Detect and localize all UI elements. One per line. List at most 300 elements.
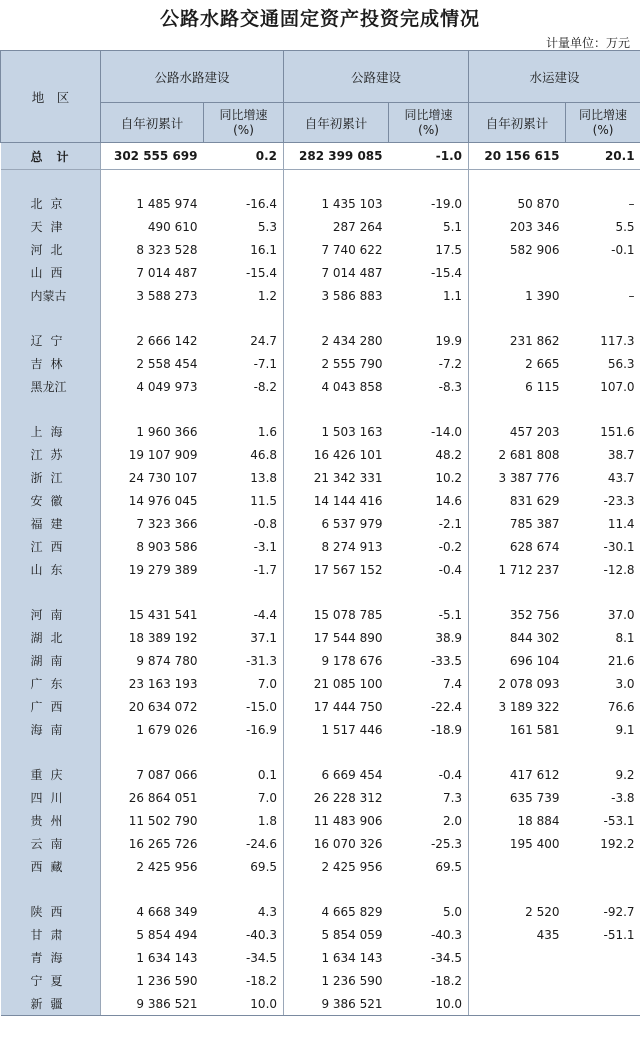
region-cell: 浙江: [1, 466, 101, 489]
water-ytd-cell: [469, 878, 566, 900]
region-cell: [1, 170, 101, 193]
total-yoy-cell: 5.3: [257, 219, 278, 234]
highway-ytd-cell: 1 435 103: [284, 192, 389, 215]
total-yoy-cell: 0.1: [257, 767, 278, 782]
region-cell: 河南: [1, 603, 101, 626]
highway-ytd-cell: 1 517 446: [284, 718, 389, 741]
table-row: [1, 649, 640, 672]
total-yoy-cell: 13.8: [250, 470, 278, 485]
total-ytd-cell: 23 163 193: [101, 672, 204, 695]
total-ytd-cell: [101, 741, 204, 763]
total-yoy-cell: -16.4: [245, 196, 278, 211]
region-cell: 山西: [1, 261, 101, 284]
highway-yoy-cell: -7.2: [438, 356, 463, 371]
highway-yoy-cell: -19.0: [430, 196, 463, 211]
total-yoy-cell: 10.0: [204, 992, 284, 1016]
total-ytd-cell: [101, 581, 204, 603]
total-ytd-cell: 2 666 142: [101, 329, 204, 352]
highway-ytd-cell: 1 634 143: [284, 946, 389, 969]
highway-yoy-cell: [389, 741, 469, 763]
total-ytd-cell: [101, 170, 204, 193]
total-ytd-cell: 1 634 143: [101, 946, 204, 969]
highway-yoy-cell: -18.2: [430, 973, 463, 988]
water-ytd-cell: 635 739: [469, 786, 566, 809]
region-cell: 云南: [1, 832, 101, 855]
highway-ytd-cell: 2 555 790: [284, 352, 389, 375]
total-yoy-cell: -1.7: [253, 562, 278, 577]
highway-yoy-cell: 38.9: [435, 630, 463, 645]
highway-yoy-cell: -25.3: [430, 836, 463, 851]
region-cell: 北京: [1, 192, 101, 215]
header-region: 地 区: [1, 51, 101, 143]
water-ytd-cell: [469, 581, 566, 603]
table-row: [1, 786, 640, 809]
total-ytd-cell: 9 386 521: [101, 992, 204, 1016]
total-ytd-cell: 1 960 366: [101, 420, 204, 443]
table-row: [1, 558, 640, 581]
water-ytd-cell: [469, 398, 566, 420]
highway-ytd-cell: 7 740 622: [284, 238, 389, 261]
highway-ytd-cell: 1 503 163: [284, 420, 389, 443]
total-ytd-cell: 26 864 051: [101, 786, 204, 809]
total-yoy-cell: -8.2: [253, 379, 278, 394]
total-yoy-cell: [204, 878, 284, 900]
water-ytd-cell: 161 581: [469, 718, 566, 741]
highway-ytd-cell: [284, 741, 389, 763]
highway-ytd-cell: 21 342 331: [284, 466, 389, 489]
table-row: [1, 284, 640, 307]
region-cell: 甘肃: [1, 923, 101, 946]
water-yoy-cell: 107.0: [600, 379, 635, 394]
group-spacer: [1, 307, 640, 329]
table-row: [1, 672, 640, 695]
total-ytd-cell: 3 588 273: [101, 284, 204, 307]
water-ytd-cell: [469, 969, 566, 992]
region-cell: 安徽: [1, 489, 101, 512]
total-yoy-cell: -40.3: [245, 927, 278, 942]
total-yoy-cell: -0.8: [253, 516, 278, 531]
header-ytd: 自年初累计: [469, 103, 566, 143]
water-yoy-cell: 43.7: [607, 470, 635, 485]
region-cell: 青海: [1, 946, 101, 969]
total-ytd-cell: 7 014 487: [101, 261, 204, 284]
total-ytd-cell: 8 903 586: [101, 535, 204, 558]
water-ytd-cell: [469, 170, 566, 193]
table-row: [1, 352, 640, 375]
group-spacer: [1, 170, 640, 193]
unit-label: 计量单位：万元: [545, 36, 630, 50]
table-row: [1, 535, 640, 558]
group-spacer: [1, 581, 640, 603]
highway-yoy-cell: -5.1: [438, 607, 463, 622]
total-yoy-cell: -15.4: [245, 265, 278, 280]
water-ytd-cell: 20 156 615: [469, 143, 566, 170]
water-ytd-cell: [469, 946, 566, 969]
total-ytd-cell: 20 634 072: [101, 695, 204, 718]
table-row: [1, 443, 640, 466]
water-ytd-cell: 1 390: [469, 284, 566, 307]
highway-yoy-cell: 1.1: [442, 288, 463, 303]
total-yoy-cell: -18.2: [245, 973, 278, 988]
highway-ytd-cell: 8 274 913: [284, 535, 389, 558]
region-cell: 西藏: [1, 855, 101, 878]
water-ytd-cell: 628 674: [469, 535, 566, 558]
region-cell: 吉林: [1, 352, 101, 375]
highway-yoy-cell: [389, 170, 469, 193]
region-cell: 山东: [1, 558, 101, 581]
highway-yoy-cell: 17.5: [435, 242, 463, 257]
region-cell: 重庆: [1, 763, 101, 786]
water-ytd-cell: 3 387 776: [469, 466, 566, 489]
water-yoy-cell: 76.6: [607, 699, 635, 714]
highway-yoy-cell: [389, 581, 469, 603]
total-yoy-cell: 7.0: [257, 790, 278, 805]
total-ytd-cell: 24 730 107: [101, 466, 204, 489]
water-yoy-cell: 117.3: [600, 333, 635, 348]
investment-table: [0, 50, 640, 1016]
region-cell: 河北: [1, 238, 101, 261]
region-cell: 陕西: [1, 900, 101, 923]
highway-yoy-cell: [389, 878, 469, 900]
total-yoy-cell: [204, 307, 284, 329]
header-group-total: 公路水路建设: [101, 51, 284, 103]
water-yoy-cell: [566, 878, 640, 900]
water-ytd-cell: 2 681 808: [469, 443, 566, 466]
highway-yoy-cell: -1.0: [389, 143, 469, 170]
region-cell: 江西: [1, 535, 101, 558]
total-yoy-cell: 0.2: [204, 143, 284, 170]
region-cell: 广东: [1, 672, 101, 695]
water-yoy-cell: -53.1: [603, 813, 635, 828]
table-row: [1, 832, 640, 855]
water-yoy-cell: -23.3: [603, 493, 635, 508]
water-ytd-cell: [469, 741, 566, 763]
region-cell: 江苏: [1, 443, 101, 466]
water-ytd-cell: 417 612: [469, 763, 566, 786]
highway-yoy-cell: -40.3: [430, 927, 463, 942]
water-ytd-cell: 2 665: [469, 352, 566, 375]
total-yoy-cell: [204, 398, 284, 420]
water-yoy-cell: [566, 992, 640, 1016]
total-yoy-cell: 1.2: [257, 288, 278, 303]
water-ytd-cell: 352 756: [469, 603, 566, 626]
highway-ytd-cell: [284, 170, 389, 193]
group-spacer: [1, 741, 640, 763]
region-cell: 上海: [1, 420, 101, 443]
highway-yoy-cell: 5.1: [442, 219, 463, 234]
total-yoy-cell: 11.5: [250, 493, 278, 508]
highway-ytd-cell: 21 085 100: [284, 672, 389, 695]
highway-yoy-cell: 69.5: [435, 859, 463, 874]
water-ytd-cell: [469, 992, 566, 1016]
water-yoy-cell: [566, 307, 640, 329]
total-yoy-cell: 1.8: [257, 813, 278, 828]
region-cell: 湖北: [1, 626, 101, 649]
highway-ytd-cell: 1 236 590: [284, 969, 389, 992]
total-yoy-cell: -3.1: [253, 539, 278, 554]
table-row: [1, 718, 640, 741]
highway-yoy-cell: 2.0: [442, 813, 463, 828]
water-ytd-cell: 785 387: [469, 512, 566, 535]
highway-yoy-cell: -0.2: [438, 539, 463, 554]
highway-ytd-cell: [284, 581, 389, 603]
total-ytd-cell: [101, 878, 204, 900]
table-row: [1, 512, 640, 535]
region-cell: 新疆: [1, 992, 101, 1016]
water-yoy-cell: [566, 398, 640, 420]
highway-ytd-cell: 17 444 750: [284, 695, 389, 718]
water-yoy-cell: 9.2: [615, 767, 635, 782]
water-yoy-cell: 151.6: [600, 424, 635, 439]
highway-yoy-cell: -15.4: [430, 265, 463, 280]
water-ytd-cell: 2 520: [469, 900, 566, 923]
highway-ytd-cell: 17 567 152: [284, 558, 389, 581]
total-ytd-cell: 14 976 045: [101, 489, 204, 512]
total-yoy-cell: [204, 581, 284, 603]
region-cell: [1, 581, 101, 603]
water-ytd-cell: [469, 261, 566, 284]
total-ytd-cell: 1 679 026: [101, 718, 204, 741]
highway-yoy-cell: 5.0: [442, 904, 463, 919]
total-ytd-cell: 16 265 726: [101, 832, 204, 855]
table-header: [1, 51, 640, 143]
highway-yoy-cell: 10.2: [435, 470, 463, 485]
header-yoy: 同比增速 (%): [389, 103, 469, 143]
water-yoy-cell: 21.6: [607, 653, 635, 668]
table-row: [1, 969, 640, 992]
water-yoy-cell: -30.1: [603, 539, 635, 554]
water-yoy-cell: 56.3: [607, 356, 635, 371]
total-ytd-cell: 8 323 528: [101, 238, 204, 261]
total-yoy-cell: 37.1: [250, 630, 278, 645]
total-ytd-cell: 19 279 389: [101, 558, 204, 581]
total-ytd-cell: 18 389 192: [101, 626, 204, 649]
table-row: [1, 763, 640, 786]
highway-ytd-cell: 7 014 487: [284, 261, 389, 284]
total-yoy-cell: 16.1: [250, 242, 278, 257]
table-row: [1, 923, 640, 946]
water-yoy-cell: 38.7: [607, 447, 635, 462]
region-cell: [1, 307, 101, 329]
page-title: 公路水路交通固定资产投资完成情况: [159, 8, 480, 30]
highway-ytd-cell: 4 043 858: [284, 375, 389, 398]
water-ytd-cell: 457 203: [469, 420, 566, 443]
table-row: [1, 626, 640, 649]
total-ytd-cell: 2 558 454: [101, 352, 204, 375]
water-ytd-cell: 50 870: [469, 192, 566, 215]
water-ytd-cell: 435: [469, 923, 566, 946]
header-yoy: 同比增速 (%): [566, 103, 640, 143]
region-cell: 内蒙古: [1, 284, 101, 307]
highway-yoy-cell: 14.6: [435, 493, 463, 508]
table-row: [1, 695, 640, 718]
region-cell: 贵州: [1, 809, 101, 832]
total-yoy-cell: -24.6: [245, 836, 278, 851]
water-ytd-cell: 18 884: [469, 809, 566, 832]
highway-ytd-cell: 9 386 521: [284, 992, 389, 1016]
water-yoy-cell: -51.1: [603, 927, 635, 942]
header-group-water: 水运建设: [469, 51, 640, 103]
highway-yoy-cell: 7.4: [442, 676, 463, 691]
table-row: [1, 420, 640, 443]
table-row: [1, 809, 640, 832]
water-yoy-cell: –: [628, 196, 635, 211]
highway-ytd-cell: 2 434 280: [284, 329, 389, 352]
highway-ytd-cell: 16 070 326: [284, 832, 389, 855]
group-spacer: [1, 398, 640, 420]
table-row: [1, 946, 640, 969]
total-ytd-cell: [101, 307, 204, 329]
water-ytd-cell: 1 712 237: [469, 558, 566, 581]
water-ytd-cell: 3 189 322: [469, 695, 566, 718]
highway-ytd-cell: 14 144 416: [284, 489, 389, 512]
table-row: [1, 375, 640, 398]
highway-yoy-cell: [389, 307, 469, 329]
region-cell: 湖南: [1, 649, 101, 672]
highway-ytd-cell: 6 669 454: [284, 763, 389, 786]
water-yoy-cell: [566, 581, 640, 603]
highway-ytd-cell: [284, 878, 389, 900]
water-yoy-cell: 192.2: [600, 836, 635, 851]
water-yoy-cell: 3.0: [615, 676, 635, 691]
header-group-highway: 公路建设: [284, 51, 469, 103]
water-ytd-cell: 582 906: [469, 238, 566, 261]
water-ytd-cell: [469, 855, 566, 878]
table-row: [1, 855, 640, 878]
table-row: [1, 489, 640, 512]
total-ytd-cell: 2 425 956: [101, 855, 204, 878]
table-row: [1, 329, 640, 352]
water-yoy-cell: -92.7: [603, 904, 635, 919]
region-cell: 总计: [1, 143, 101, 170]
highway-ytd-cell: 11 483 906: [284, 809, 389, 832]
total-ytd-cell: 4 049 973: [101, 375, 204, 398]
water-yoy-cell: 20.1: [566, 143, 640, 170]
water-yoy-cell: 5.5: [615, 219, 635, 234]
total-ytd-cell: 1 485 974: [101, 192, 204, 215]
highway-ytd-cell: 4 665 829: [284, 900, 389, 923]
highway-yoy-cell: [389, 398, 469, 420]
highway-ytd-cell: 16 426 101: [284, 443, 389, 466]
total-yoy-cell: 7.0: [257, 676, 278, 691]
total-yoy-cell: [204, 170, 284, 193]
total-ytd-cell: 5 854 494: [101, 923, 204, 946]
total-yoy-cell: -16.9: [245, 722, 278, 737]
water-ytd-cell: 831 629: [469, 489, 566, 512]
total-ytd-cell: 7 323 366: [101, 512, 204, 535]
highway-ytd-cell: 6 537 979: [284, 512, 389, 535]
total-ytd-cell: 490 610: [101, 215, 204, 238]
region-cell: 广西: [1, 695, 101, 718]
water-ytd-cell: 231 862: [469, 329, 566, 352]
total-yoy-cell: 1.6: [257, 424, 278, 439]
highway-ytd-cell: 26 228 312: [284, 786, 389, 809]
region-cell: 辽宁: [1, 329, 101, 352]
table-body: [1, 143, 640, 1016]
total-ytd-cell: 11 502 790: [101, 809, 204, 832]
total-ytd-cell: 19 107 909: [101, 443, 204, 466]
highway-ytd-cell: 2 425 956: [284, 855, 389, 878]
total-yoy-cell: [204, 741, 284, 763]
highway-yoy-cell: -33.5: [430, 653, 463, 668]
water-ytd-cell: 6 115: [469, 375, 566, 398]
total-ytd-cell: 302 555 699: [101, 143, 204, 170]
region-cell: [1, 741, 101, 763]
highway-yoy-cell: -2.1: [438, 516, 463, 531]
group-spacer: [1, 878, 640, 900]
total-yoy-cell: -31.3: [245, 653, 278, 668]
water-ytd-cell: 2 078 093: [469, 672, 566, 695]
highway-yoy-cell: -14.0: [430, 424, 463, 439]
water-ytd-cell: 844 302: [469, 626, 566, 649]
total-yoy-cell: 24.7: [250, 333, 278, 348]
water-ytd-cell: 203 346: [469, 215, 566, 238]
table-row: [1, 238, 640, 261]
highway-yoy-cell: -18.9: [430, 722, 463, 737]
water-yoy-cell: 9.1: [615, 722, 635, 737]
water-yoy-cell: 11.4: [607, 516, 635, 531]
highway-ytd-cell: 282 399 085: [284, 143, 389, 170]
table-row: [1, 261, 640, 284]
table-row: [1, 603, 640, 626]
water-yoy-cell: [566, 170, 640, 193]
table-row: [1, 992, 640, 1016]
water-yoy-cell: 37.0: [607, 607, 635, 622]
water-yoy-cell: -3.8: [611, 790, 635, 805]
highway-ytd-cell: 15 078 785: [284, 603, 389, 626]
highway-yoy-cell: 10.0: [389, 992, 469, 1016]
water-yoy-cell: [566, 855, 640, 878]
highway-yoy-cell: -22.4: [430, 699, 463, 714]
header-ytd: 自年初累计: [284, 103, 389, 143]
total-yoy-cell: -7.1: [253, 356, 278, 371]
table-row: [1, 900, 640, 923]
highway-ytd-cell: 3 586 883: [284, 284, 389, 307]
water-yoy-cell: [566, 946, 640, 969]
total-yoy-cell: 46.8: [250, 447, 278, 462]
highway-ytd-cell: 17 544 890: [284, 626, 389, 649]
highway-ytd-cell: [284, 398, 389, 420]
region-cell: 福建: [1, 512, 101, 535]
water-yoy-cell: 8.1: [615, 630, 635, 645]
total-yoy-cell: -4.4: [253, 607, 278, 622]
water-yoy-cell: -0.1: [611, 242, 635, 257]
highway-yoy-cell: 48.2: [435, 447, 463, 462]
table-row: [1, 215, 640, 238]
total-ytd-cell: 15 431 541: [101, 603, 204, 626]
region-cell: 天津: [1, 215, 101, 238]
water-ytd-cell: [469, 307, 566, 329]
water-yoy-cell: -12.8: [603, 562, 635, 577]
table-row: [1, 192, 640, 215]
region-cell: [1, 398, 101, 420]
table-row-total: [1, 143, 640, 170]
total-ytd-cell: 9 874 780: [101, 649, 204, 672]
water-yoy-cell: –: [628, 288, 635, 303]
total-yoy-cell: 4.3: [257, 904, 278, 919]
water-yoy-cell: [566, 741, 640, 763]
water-yoy-cell: [566, 261, 640, 284]
highway-yoy-cell: -0.4: [438, 767, 463, 782]
highway-yoy-cell: -0.4: [438, 562, 463, 577]
highway-yoy-cell: 19.9: [435, 333, 463, 348]
total-yoy-cell: -15.0: [245, 699, 278, 714]
water-ytd-cell: 195 400: [469, 832, 566, 855]
region-cell: [1, 878, 101, 900]
highway-ytd-cell: 5 854 059: [284, 923, 389, 946]
region-cell: 黑龙江: [1, 375, 101, 398]
highway-ytd-cell: 9 178 676: [284, 649, 389, 672]
